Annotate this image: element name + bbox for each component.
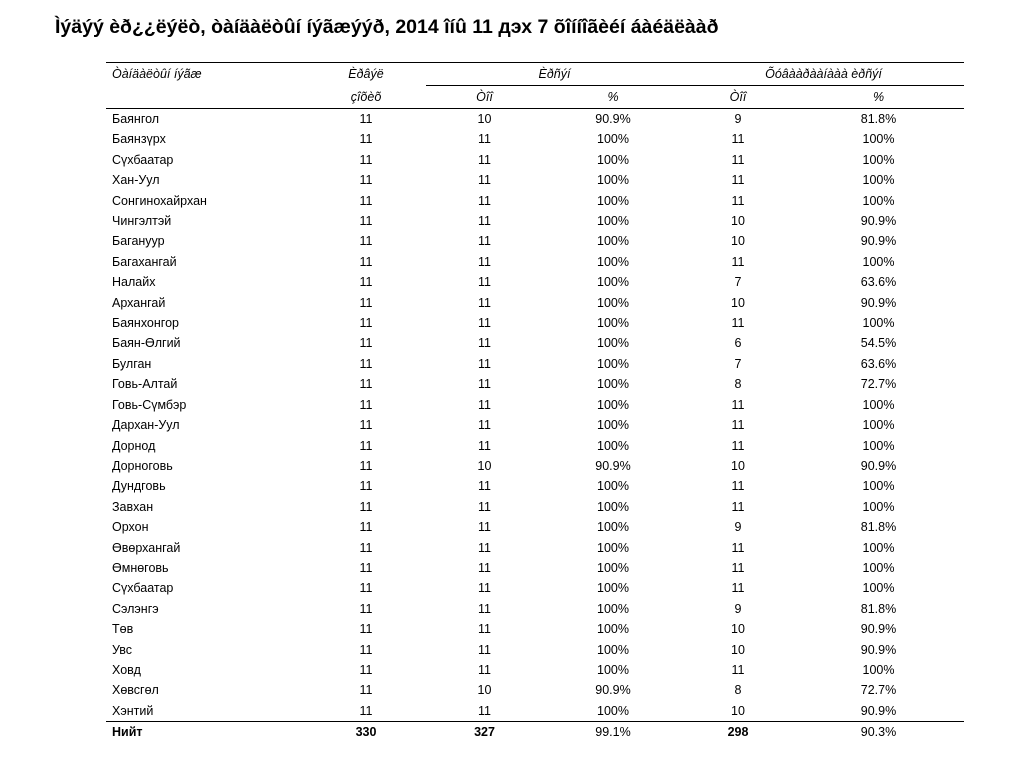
received-percent: 100% <box>597 581 629 596</box>
table-row <box>106 476 964 496</box>
expected-count: 11 <box>359 662 373 677</box>
table-row <box>106 538 964 558</box>
expected-count: 11 <box>359 418 373 433</box>
table-row <box>106 578 964 598</box>
expected-count: 11 <box>359 295 373 310</box>
table-row <box>106 497 964 517</box>
page-title: Ìýäýý èð¿¿ëýëò, òàíäàëòûí íýãæýýð, 2014 îíû 11 дэх 7 õîííîãèéí áàéäëààð <box>55 16 719 38</box>
unit-name: Налайх <box>112 275 156 290</box>
received-count: 11 <box>478 601 491 616</box>
header-received-percent: % <box>607 90 619 104</box>
received-percent: 100% <box>597 479 629 494</box>
reported-count: 11 <box>731 540 745 555</box>
received-count: 11 <box>478 438 491 453</box>
header-group-reported: Õóâààðààíààà èðñýí <box>683 63 964 86</box>
unit-name: Увс <box>112 642 132 657</box>
received-percent: 100% <box>597 397 629 412</box>
received-percent: 100% <box>597 132 629 147</box>
unit-name: Төв <box>112 622 134 637</box>
received-count: 11 <box>478 336 491 351</box>
unit-name: Хөвсгөл <box>112 683 159 698</box>
reported-count: 10 <box>731 622 745 637</box>
table-row <box>106 680 964 700</box>
unit-name: Баянгол <box>112 112 160 126</box>
expected-count: 11 <box>359 622 373 637</box>
expected-count: 11 <box>359 397 373 412</box>
unit-name: Хан-Уул <box>112 173 160 188</box>
table-row <box>106 395 964 415</box>
received-count: 11 <box>478 234 491 249</box>
header-blank <box>106 86 306 109</box>
received-count: 11 <box>478 295 491 310</box>
received-percent: 90.9% <box>595 458 631 473</box>
table-row <box>106 191 964 211</box>
expected-count: 11 <box>359 173 373 188</box>
reported-count: 9 <box>734 520 742 535</box>
reported-count: 10 <box>731 703 745 718</box>
reported-count: 11 <box>731 397 745 412</box>
reported-count: 11 <box>731 418 745 433</box>
table-row <box>106 517 964 537</box>
expected-count: 11 <box>359 520 373 535</box>
reported-count: 10 <box>731 295 745 310</box>
received-percent: 100% <box>597 234 629 249</box>
expected-count: 11 <box>359 336 373 351</box>
unit-name: Өмнөговь <box>112 560 169 575</box>
table-row <box>106 436 964 456</box>
received-percent: 100% <box>597 254 629 269</box>
table-row <box>106 619 964 639</box>
reported-count: 11 <box>731 254 745 269</box>
table-row <box>106 599 964 619</box>
reported-count: 9 <box>734 601 742 616</box>
received-count: 11 <box>478 397 491 412</box>
table-row <box>106 374 964 394</box>
received-count: 11 <box>478 356 491 371</box>
reported-count: 11 <box>731 581 745 596</box>
received-count: 11 <box>478 377 491 392</box>
unit-name: Баянзүрх <box>112 132 166 147</box>
received-percent: 100% <box>597 173 629 188</box>
reported-count: 11 <box>731 479 745 494</box>
expected-count: 11 <box>359 193 373 208</box>
received-percent: 100% <box>597 316 629 331</box>
received-count: 11 <box>478 173 491 188</box>
header-unit: Òàíäàëòûí íýãæ <box>112 67 202 82</box>
unit-name: Архангай <box>112 295 166 310</box>
reported-percent: 100% <box>862 397 895 412</box>
table-row <box>106 456 964 476</box>
header-received-line1: Èðâýë <box>348 67 384 82</box>
expected-count: 11 <box>359 581 373 596</box>
reported-percent: 100% <box>862 581 895 596</box>
reported-percent: 81.8% <box>860 601 897 616</box>
reported-count: 11 <box>731 662 745 677</box>
reported-percent: 100% <box>862 560 895 575</box>
received-count: 11 <box>478 622 491 637</box>
reported-percent: 90.9% <box>860 458 897 473</box>
received-count: 11 <box>478 642 491 657</box>
reported-count: 11 <box>731 316 745 331</box>
reported-percent: 100% <box>862 479 895 494</box>
reported-percent: 100% <box>862 316 895 331</box>
expected-count: 11 <box>359 316 373 331</box>
received-count: 11 <box>478 132 491 147</box>
expected-count: 11 <box>359 112 373 126</box>
expected-count: 11 <box>359 683 373 698</box>
table-row <box>106 313 964 333</box>
header-received-line2: çîõèõ <box>350 89 382 104</box>
received-count: 11 <box>478 540 491 555</box>
unit-name: Хэнтий <box>112 703 154 718</box>
reported-count: 11 <box>731 173 745 188</box>
unit-name: Завхан <box>112 499 154 514</box>
expected-count: 11 <box>359 703 373 718</box>
table-row <box>106 333 964 353</box>
table-row <box>106 231 964 251</box>
received-count: 11 <box>478 193 491 208</box>
received-percent: 90.9% <box>595 683 631 698</box>
reported-percent: 90.9% <box>860 642 897 657</box>
reported-percent: 72.7% <box>860 683 897 698</box>
total-label: Нийт <box>112 725 143 740</box>
reported-count: 11 <box>731 193 745 208</box>
unit-name: Говь-Сүмбэр <box>112 397 187 412</box>
reported-percent: 63.6% <box>860 356 897 371</box>
reported-count: 8 <box>734 377 742 392</box>
reported-count: 10 <box>731 234 745 249</box>
reported-percent: 54.5% <box>860 336 897 351</box>
reported-count: 6 <box>734 336 742 351</box>
received-percent: 100% <box>597 214 629 229</box>
reported-count: 11 <box>731 438 745 453</box>
table-body <box>106 109 964 722</box>
received-percent: 100% <box>597 703 629 718</box>
total-received-percent: 99.1% <box>595 725 631 740</box>
reported-percent: 90.9% <box>860 234 897 249</box>
expected-count: 11 <box>359 214 373 229</box>
expected-count: 11 <box>359 377 373 392</box>
expected-count: 11 <box>359 275 373 290</box>
received-count: 11 <box>478 418 491 433</box>
reported-percent: 90.9% <box>860 622 897 637</box>
table-footer <box>106 722 964 743</box>
table-row <box>106 354 964 374</box>
expected-count: 11 <box>359 499 373 514</box>
table-row <box>106 150 964 170</box>
table-row <box>106 415 964 435</box>
reported-percent: 100% <box>862 132 895 147</box>
table-row <box>106 660 964 680</box>
reported-percent: 100% <box>862 499 895 514</box>
unit-name: Багануур <box>112 234 165 249</box>
reported-percent: 100% <box>862 540 895 555</box>
reported-count: 8 <box>734 683 742 698</box>
expected-count: 11 <box>359 356 373 371</box>
received-percent: 90.9% <box>595 112 631 126</box>
total-received: 327 <box>474 725 495 740</box>
received-percent: 100% <box>597 622 629 637</box>
unit-name: Баян-Өлгий <box>112 336 181 351</box>
reported-count: 11 <box>731 499 745 514</box>
received-percent: 100% <box>597 152 629 167</box>
reported-percent: 72.7% <box>860 377 897 392</box>
header-reported-percent: % <box>872 90 885 104</box>
received-count: 11 <box>478 152 491 167</box>
reported-percent: 63.6% <box>860 275 897 290</box>
header-received-count: Òîî <box>476 90 493 104</box>
reported-count: 10 <box>731 642 745 657</box>
received-percent: 100% <box>597 377 629 392</box>
table-row <box>106 129 964 149</box>
table-row <box>106 170 964 190</box>
table-row <box>106 293 964 313</box>
received-percent: 100% <box>597 193 629 208</box>
unit-name: Дархан-Уул <box>112 418 180 433</box>
total-reported-percent: 90.3% <box>860 725 897 740</box>
reported-percent: 100% <box>862 418 895 433</box>
table-row <box>106 640 964 660</box>
table-header <box>106 63 964 109</box>
surveillance-table <box>106 62 964 743</box>
expected-count: 11 <box>359 132 373 147</box>
received-percent: 100% <box>597 438 629 453</box>
reported-percent: 90.9% <box>860 295 897 310</box>
received-count: 11 <box>478 499 491 514</box>
table-row <box>106 558 964 578</box>
unit-name: Ховд <box>112 662 141 677</box>
received-count: 11 <box>478 254 491 269</box>
table-row <box>106 272 964 292</box>
reported-percent: 100% <box>862 193 895 208</box>
reported-percent: 100% <box>862 254 895 269</box>
unit-name: Чингэлтэй <box>112 214 172 229</box>
expected-count: 11 <box>359 234 373 249</box>
total-row <box>106 722 964 743</box>
reported-percent: 81.8% <box>860 112 897 126</box>
received-percent: 100% <box>597 662 629 677</box>
received-percent: 100% <box>597 275 629 290</box>
header-reported-count: Òîî <box>729 90 747 104</box>
reported-percent: 100% <box>862 173 895 188</box>
unit-name: Дундговь <box>112 479 166 494</box>
received-percent: 100% <box>597 520 629 535</box>
received-percent: 100% <box>597 560 629 575</box>
received-count: 11 <box>478 214 491 229</box>
reported-count: 11 <box>731 560 745 575</box>
received-percent: 100% <box>597 418 629 433</box>
reported-count: 7 <box>734 356 742 371</box>
received-count: 11 <box>478 316 491 331</box>
expected-count: 11 <box>359 438 373 453</box>
unit-name: Говь-Алтай <box>112 377 178 392</box>
unit-name: Дорнод <box>112 438 156 453</box>
total-reported: 298 <box>727 725 749 740</box>
reported-percent: 90.9% <box>860 214 897 229</box>
reported-percent: 100% <box>862 152 895 167</box>
reported-count: 10 <box>731 214 745 229</box>
received-count: 11 <box>478 275 491 290</box>
table-row <box>106 701 964 722</box>
expected-count: 11 <box>359 560 373 575</box>
reported-percent: 81.8% <box>860 520 897 535</box>
expected-count: 11 <box>359 642 373 657</box>
received-count: 11 <box>478 479 491 494</box>
unit-name: Сүхбаатар <box>112 152 174 167</box>
table-row <box>106 252 964 272</box>
received-count: 11 <box>478 581 491 596</box>
reported-count: 9 <box>734 112 742 126</box>
unit-name: Сонгинохайрхан <box>112 193 207 208</box>
total-expected: 330 <box>355 725 377 740</box>
received-count: 11 <box>478 662 491 677</box>
expected-count: 11 <box>359 601 373 616</box>
expected-count: 11 <box>359 540 373 555</box>
unit-name: Орхон <box>112 520 149 535</box>
reported-count: 11 <box>731 132 745 147</box>
received-count: 10 <box>477 683 492 698</box>
unit-name: Сэлэнгэ <box>112 601 159 616</box>
received-percent: 100% <box>597 336 629 351</box>
expected-count: 11 <box>359 152 373 167</box>
received-count: 10 <box>477 112 492 126</box>
received-percent: 100% <box>597 642 629 657</box>
table-row <box>106 109 964 130</box>
reported-percent: 100% <box>862 662 895 677</box>
unit-name: Багахангай <box>112 254 177 269</box>
received-percent: 100% <box>597 356 629 371</box>
expected-count: 11 <box>359 479 373 494</box>
expected-count: 11 <box>359 254 373 269</box>
unit-name: Булган <box>112 356 152 371</box>
unit-name: Баянхонгор <box>112 316 179 331</box>
reported-percent: 90.9% <box>860 703 897 718</box>
received-count: 11 <box>478 703 491 718</box>
reported-count: 11 <box>731 152 745 167</box>
header-group-received: Èðñýí <box>426 63 683 86</box>
received-percent: 100% <box>597 499 629 514</box>
received-count: 11 <box>478 520 491 535</box>
reported-percent: 100% <box>862 438 895 453</box>
received-count: 10 <box>477 458 492 473</box>
received-percent: 100% <box>597 540 629 555</box>
received-percent: 100% <box>597 601 629 616</box>
received-percent: 100% <box>597 295 629 310</box>
table-row <box>106 211 964 231</box>
received-count: 11 <box>478 560 491 575</box>
reported-count: 7 <box>734 275 742 290</box>
reported-count: 10 <box>731 458 745 473</box>
unit-name: Дорноговь <box>112 458 173 473</box>
unit-name: Өвөрхангай <box>112 540 181 555</box>
expected-count: 11 <box>359 458 373 473</box>
unit-name: Сүхбаатар <box>112 581 174 596</box>
